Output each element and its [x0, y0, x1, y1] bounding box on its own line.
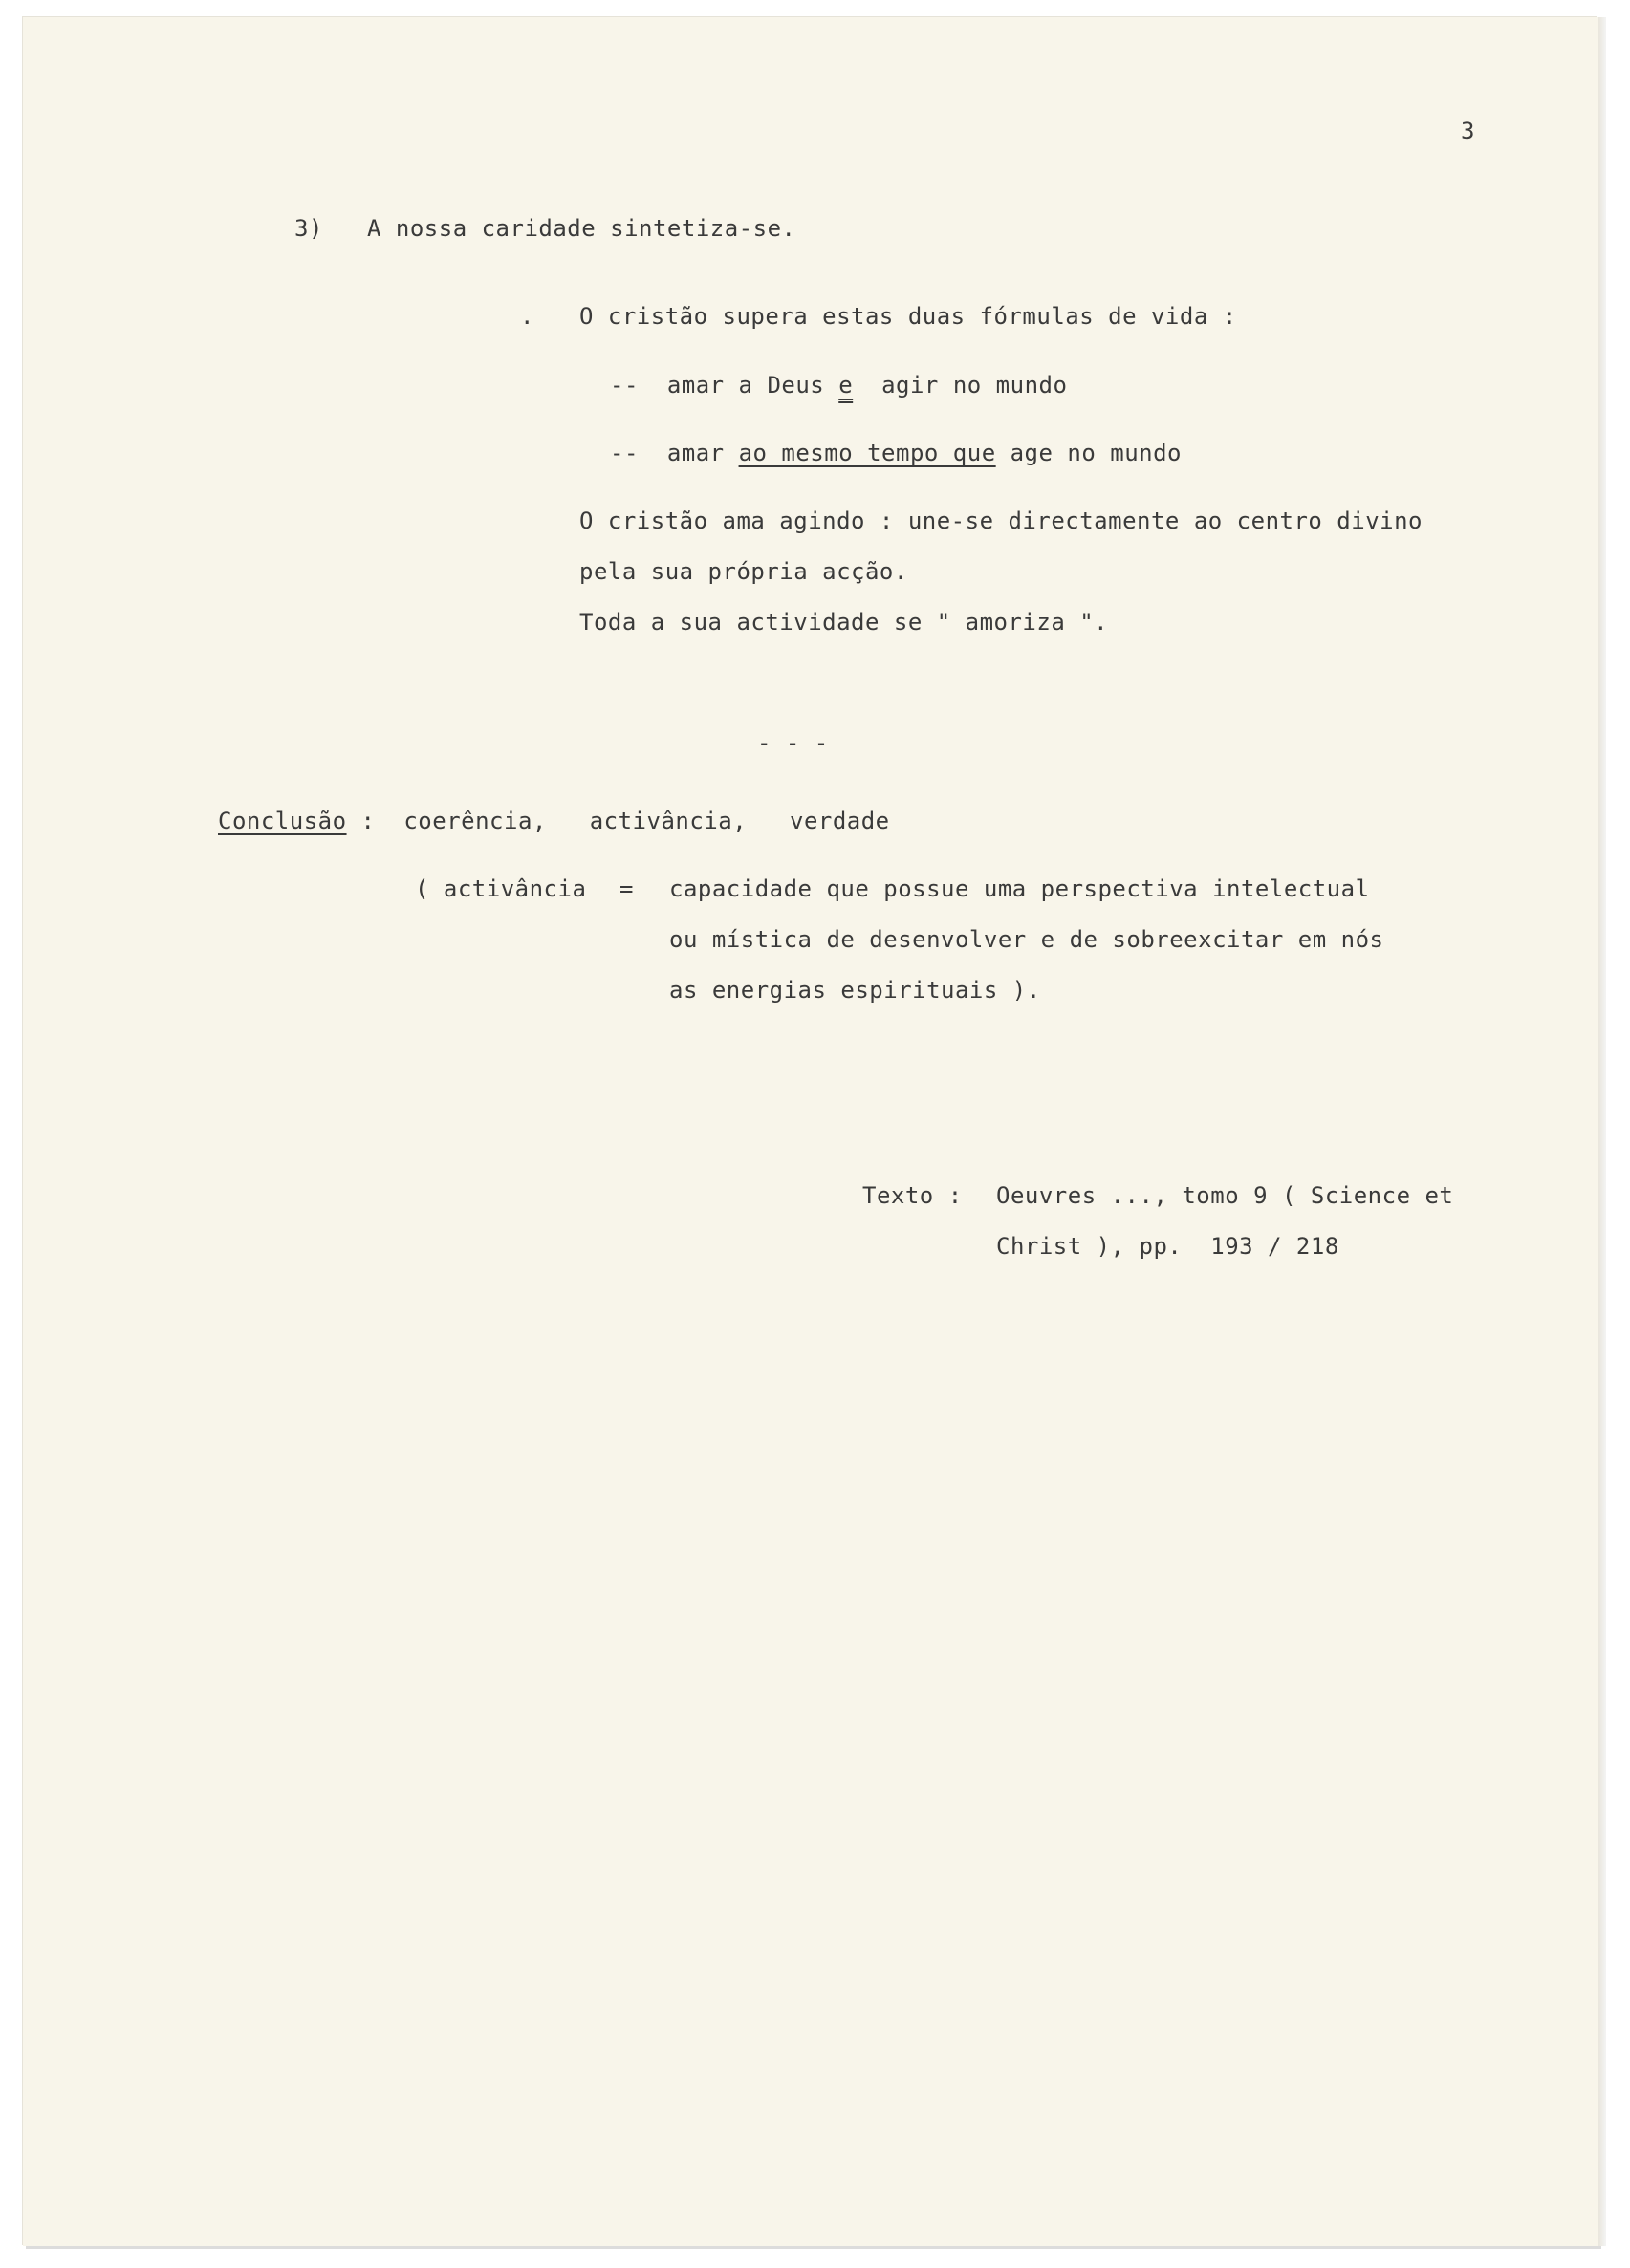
formula-text: age no mundo	[1010, 440, 1182, 466]
conclusion-terms: coerência, activância, verdade	[403, 808, 890, 834]
paragraph-line-2: pela sua própria acção.	[579, 558, 908, 585]
page-number: 3	[1461, 118, 1475, 144]
section-heading: A nossa caridade sintetiza-se.	[367, 215, 796, 242]
formula-emphasis: ao mesmo tempo que	[738, 440, 996, 466]
section-separator: - - -	[757, 729, 829, 756]
formula-emphasis: e	[838, 372, 854, 399]
source-line-2: Christ ), pp. 193 / 218	[996, 1233, 1339, 1260]
definition-term: ( activância	[415, 875, 587, 902]
definition-equals: =	[619, 875, 634, 902]
bullet-text: O cristão supera estas duas fórmulas de vida :	[579, 303, 1237, 330]
definition-line-1: capacidade que possue uma perspectiva intelectual	[669, 875, 1370, 902]
source-label: Texto :	[862, 1182, 963, 1209]
paragraph-line-3: Toda a sua actividade se " amoriza ".	[579, 609, 1109, 636]
formula-text: agir no mundo	[881, 372, 1068, 399]
source-line-1: Oeuvres ..., tomo 9 ( Science et	[996, 1182, 1454, 1209]
section-number: 3)	[294, 215, 323, 242]
formula-text: amar a Deus	[666, 372, 825, 399]
document-page	[23, 17, 1598, 2246]
formula-dash: --	[610, 372, 639, 399]
formula-line-1	[610, 371, 1067, 400]
conclusion-line	[218, 807, 890, 835]
definition-line-3: as energias espirituais ).	[669, 977, 1041, 1004]
conclusion-label: Conclusão	[218, 808, 347, 834]
conclusion-colon: :	[360, 808, 376, 834]
formula-dash: --	[610, 440, 639, 466]
bullet-marker: .	[520, 303, 534, 330]
definition-line-2: ou mística de desenvolver e de sobreexcitar em nós	[669, 926, 1384, 953]
paragraph-line-1: O cristão ama agindo : une-se directamente ao centro divino	[579, 508, 1424, 534]
formula-line-2	[610, 439, 1182, 467]
formula-text: amar	[666, 440, 725, 466]
